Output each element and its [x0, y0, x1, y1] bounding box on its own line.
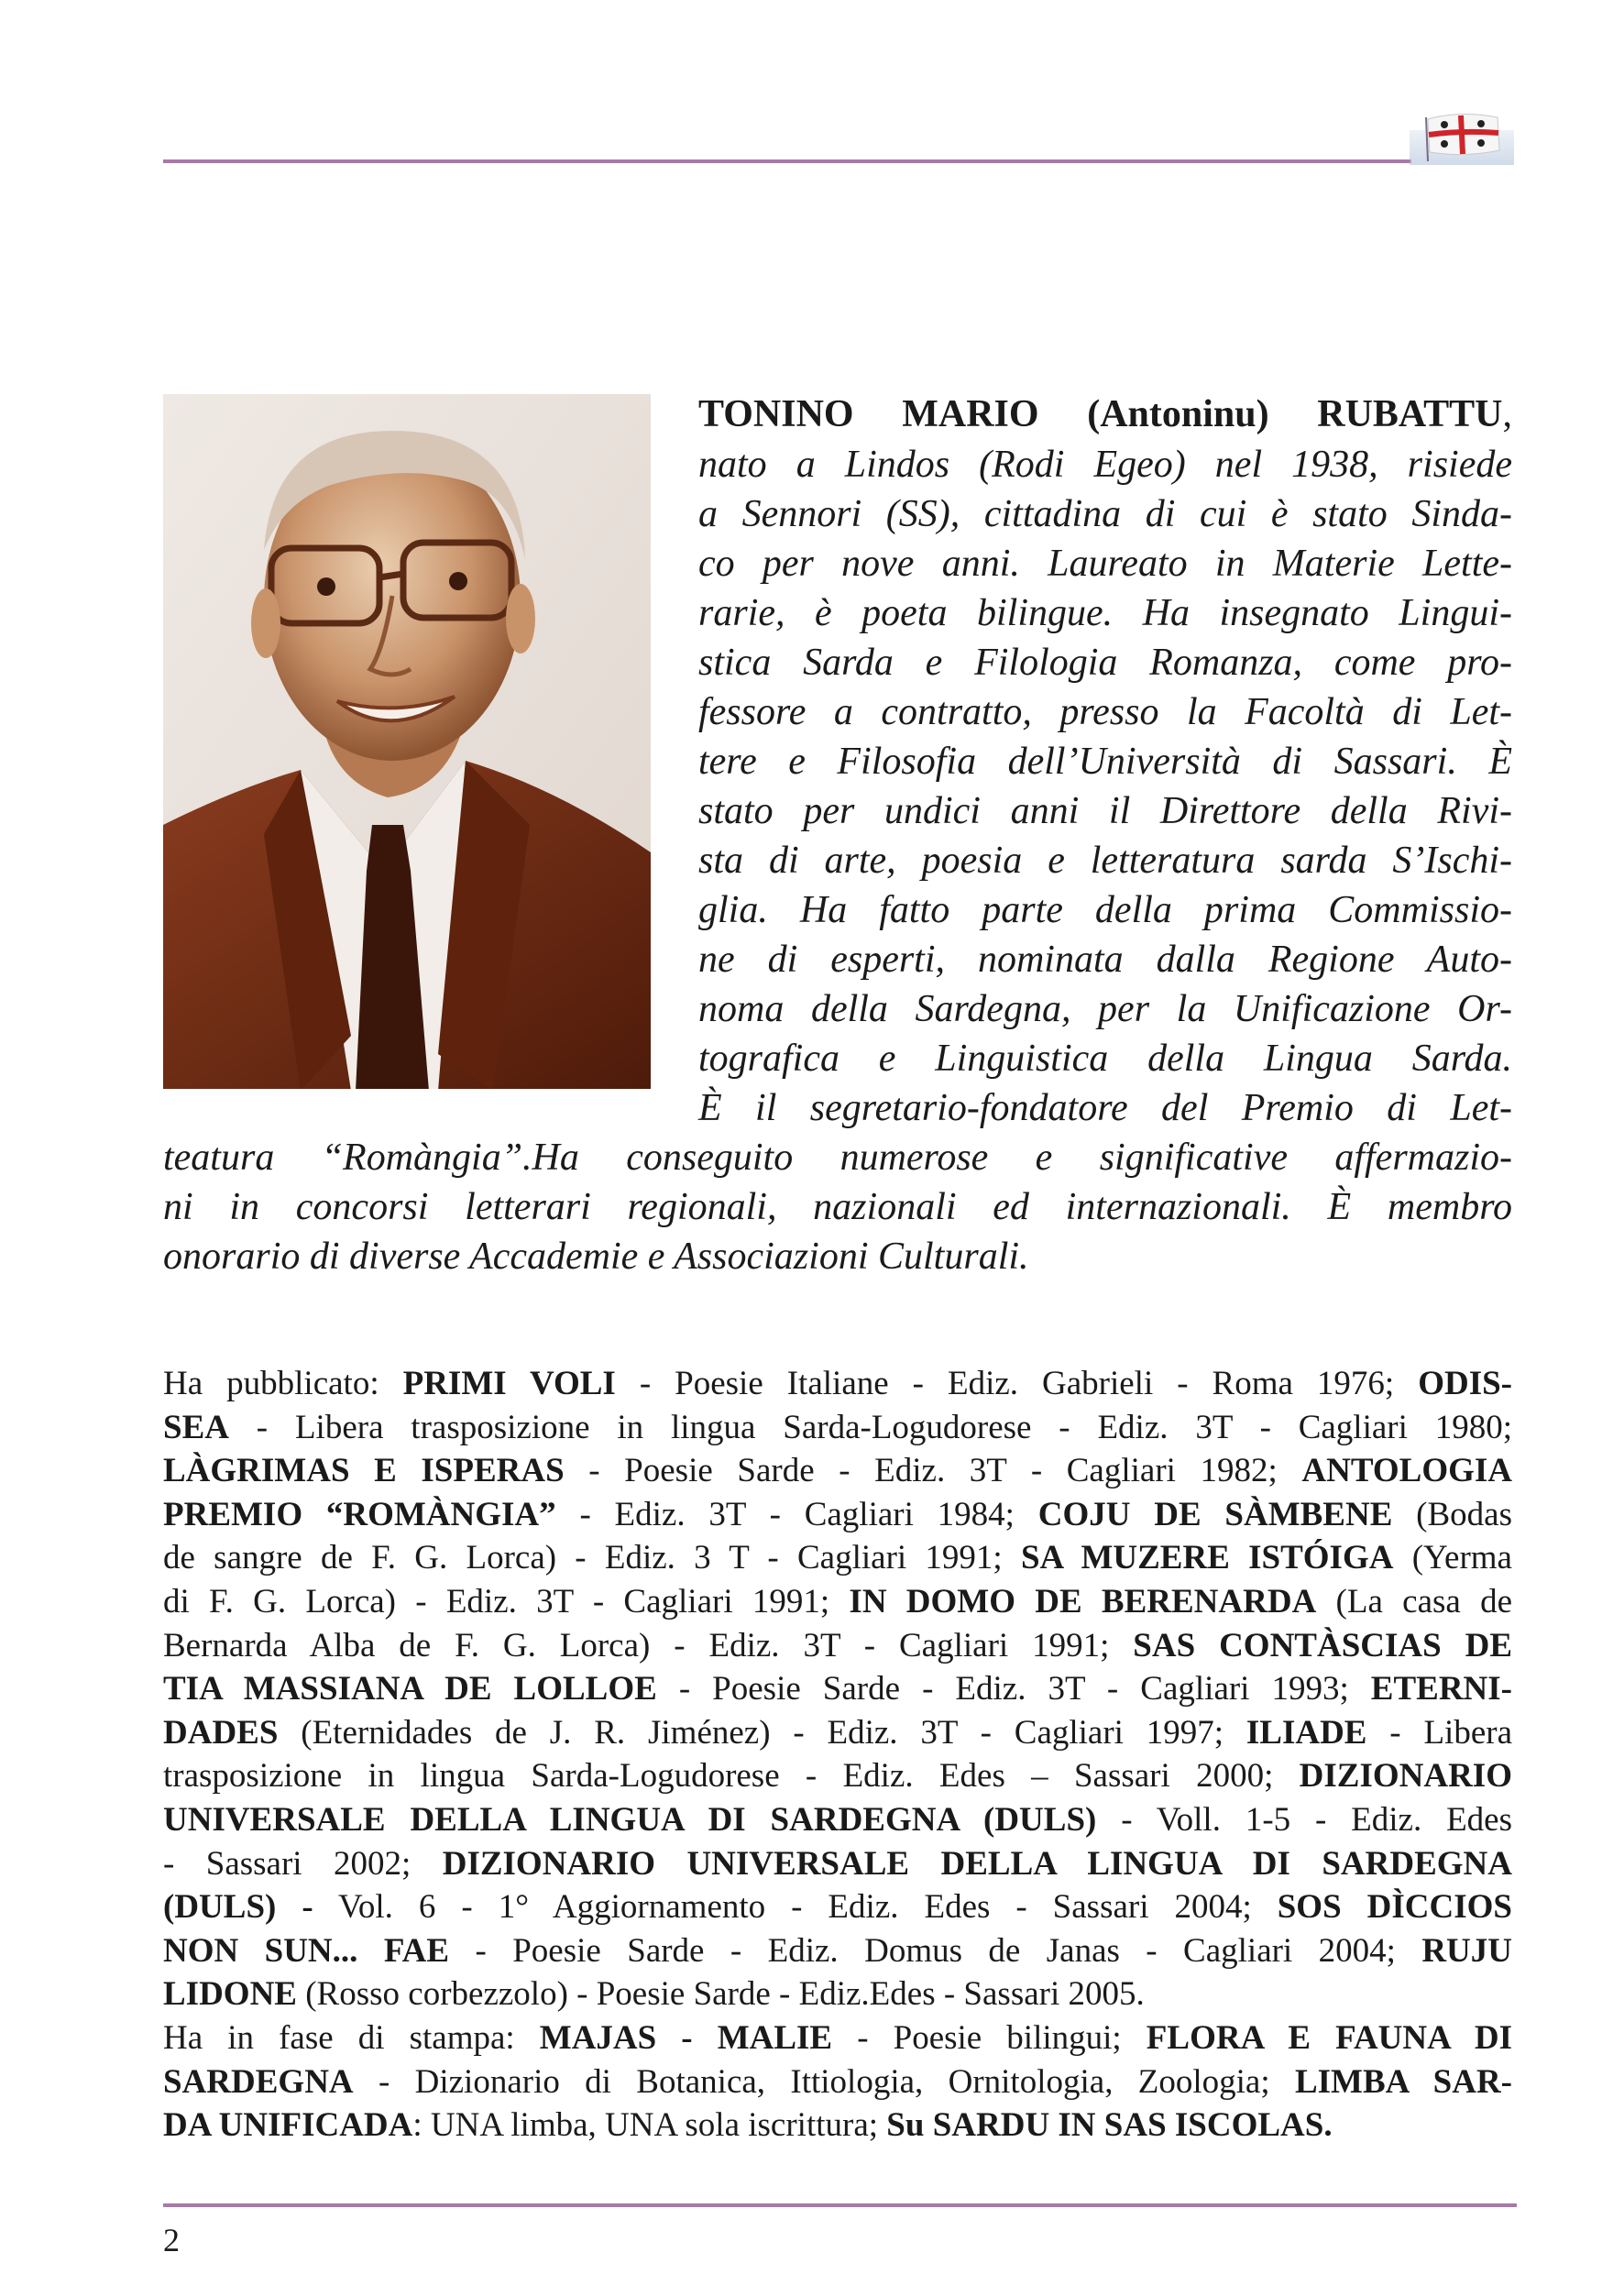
- publication-line: [163, 1580, 1512, 1624]
- bio-line: noma della Sardegna, per la Unificazione Or-: [698, 988, 1512, 1030]
- publication-title: SOS DÌCCIOS: [1277, 1888, 1512, 1927]
- publication-text: (Eternidades de J. R. Jiménez) - Ediz. 3T - Cagliari 1997;: [278, 1713, 1246, 1752]
- publication-title: COJU DE SÀMBENE: [1037, 1495, 1393, 1533]
- publication-line: [163, 1667, 1512, 1711]
- bio-line: glia. Ha fatto parte della prima Commissio-: [698, 889, 1512, 931]
- bio-heading: TONINO MARIO (Antoninu) RUBATTU,: [698, 393, 1512, 435]
- publication-title: SA MUZERE ISTÓIGA: [1020, 1539, 1394, 1577]
- publication-line: [163, 1449, 1512, 1493]
- bio-line: È il segretario-fondatore del Premio di Let-: [698, 1087, 1512, 1129]
- bio-line: stica Sarda e Filologia Romanza, come pro-: [698, 642, 1512, 684]
- sardinia-flag-icon: [1410, 108, 1514, 165]
- bio-line: teatura “Romàngia”.Ha conseguito numerose e significative affermazio-: [163, 1137, 1512, 1179]
- publication-title: LIDONE: [163, 1975, 297, 2014]
- publication-title: LIMBA SAR-: [1294, 2062, 1512, 2101]
- publication-text: de sangre de F. G. Lorca) - Ediz. 3 T - Cagliari 1991;: [163, 1539, 1021, 1577]
- publication-line: [163, 1842, 1512, 1886]
- publication-text: Bernarda Alba de F. G. Lorca) - Ediz. 3T - Cagliari 1991;: [163, 1626, 1134, 1664]
- publication-line: [163, 1624, 1512, 1668]
- publication-line: [163, 2060, 1512, 2104]
- publication-line: [163, 1536, 1512, 1580]
- publication-line: [163, 1362, 1512, 1406]
- publication-text: Vol. 6 - 1° Aggiornamento - Ediz. Edes - Sassari 2004;: [313, 1888, 1278, 1927]
- bio-line: co per nove anni. Laureato in Materie Lette-: [698, 543, 1512, 585]
- bio-line: ni in concorsi letterari regionali, nazionali ed internazionali. È membro: [163, 1186, 1512, 1228]
- publication-text: - Poesie bilingui;: [832, 2018, 1147, 2057]
- publication-title: PRIMI VOLI: [402, 1365, 616, 1402]
- publication-text: - Poesie Sarde - Ediz. 3T - Cagliari 1993;: [656, 1670, 1371, 1708]
- footer-rule: [163, 2203, 1517, 2207]
- publication-title: MAJAS - MALIE: [539, 2018, 833, 2057]
- publication-text: - Dizionario di Botanica, Ittiologia, Ornitologia, Zoologia;: [353, 2062, 1295, 2101]
- publication-line: [163, 2104, 1512, 2148]
- portrait-photo: [163, 394, 651, 1089]
- bio-line: stato per undici anni il Direttore della Rivi-: [698, 790, 1512, 832]
- publication-title: DIZIONARIO UNIVERSALE DELLA LINGUA DI SARDEGNA: [442, 1844, 1512, 1883]
- bio-line: ne di esperti, nominata dalla Regione Auto-: [698, 939, 1512, 981]
- publications-list: [163, 1362, 1512, 2148]
- publication-title: Su SARDU IN SAS ISCOLAS.: [886, 2106, 1333, 2145]
- publication-text: Ha pubblicato:: [163, 1365, 403, 1402]
- bio-line: onorario di diverse Accademie e Associazioni Culturali.: [163, 1236, 1029, 1278]
- publication-line: [163, 1929, 1512, 1973]
- bio-line: nato a Lindos (Rodi Egeo) nel 1938, risiede: [698, 444, 1512, 486]
- publication-text: - Voll. 1-5 - Ediz. Edes: [1096, 1800, 1512, 1839]
- publication-text: - Poesie Sarde - Ediz. 3T - Cagliari 1982;: [564, 1452, 1302, 1490]
- publication-text: - Sassari 2002;: [163, 1844, 443, 1883]
- publication-title: ODIS-: [1418, 1365, 1513, 1402]
- publication-title: (DULS) -: [163, 1888, 313, 1927]
- publication-line: [163, 1711, 1512, 1755]
- publication-title: ETERNI-: [1370, 1670, 1512, 1708]
- publication-title: SARDEGNA: [163, 2062, 354, 2101]
- bio-line: fessore a contratto, presso la Facoltà di Let-: [698, 691, 1512, 733]
- publication-title: TIA MASSIANA DE LOLLOE: [163, 1670, 657, 1708]
- publication-text: (Yerma: [1393, 1539, 1512, 1577]
- publication-line: [163, 1406, 1512, 1450]
- publication-text: (La casa de: [1316, 1582, 1513, 1620]
- publication-title: NON SUN... FAE: [163, 1931, 450, 1970]
- publication-text: Ha in fase di stampa:: [163, 2018, 540, 2057]
- publication-title: PREMIO “ROMÀNGIA”: [163, 1495, 556, 1533]
- bio-line: rarie, è poeta bilingue. Ha insegnato Lingui-: [698, 592, 1512, 634]
- publication-text: - Ediz. 3T - Cagliari 1984;: [555, 1495, 1038, 1533]
- publication-text: - Libera trasposizione in lingua Sarda-Logudorese - Ediz. 3T - Cagliari 1980;: [228, 1408, 1512, 1446]
- publication-line: [163, 1493, 1512, 1537]
- publication-title: DA UNIFICADA: [163, 2106, 413, 2145]
- bio-line: sta di arte, poesia e letteratura sarda S’Ischi-: [698, 840, 1512, 882]
- bio-line: a Sennori (SS), cittadina di cui è stato Sinda-: [698, 493, 1512, 535]
- publication-title: DIZIONARIO: [1299, 1757, 1512, 1796]
- publication-line: [163, 1972, 1512, 2016]
- bio-line: tere e Filosofia dell’Università di Sassari. È: [698, 741, 1512, 783]
- author-name: TONINO MARIO (Antoninu) RUBATTU: [698, 393, 1503, 435]
- publication-title: RUJU: [1421, 1931, 1512, 1970]
- publication-text: - Libera: [1366, 1713, 1512, 1752]
- publication-line: [163, 2016, 1512, 2060]
- publication-title: DADES: [163, 1713, 279, 1752]
- bio-line: tografica e Linguistica della Lingua Sarda.: [698, 1038, 1512, 1080]
- publication-title: IN DOMO DE BERENARDA: [849, 1582, 1317, 1620]
- publication-text: trasposizione in lingua Sarda-Logudorese - Ediz. Edes – Sassari 2000;: [163, 1757, 1300, 1796]
- publication-title: LÀGRIMAS E ISPERAS: [163, 1452, 565, 1490]
- publication-text: (Rosso corbezzolo) - Poesie Sarde - Ediz.Edes - Sassari 2005.: [296, 1975, 1145, 2014]
- publication-text: - Poesie Sarde - Ediz. Domus de Janas - Cagliari 2004;: [449, 1931, 1422, 1970]
- publication-title: SAS CONTÀSCIAS DE: [1133, 1626, 1512, 1664]
- publication-title: ANTOLOGIA: [1301, 1452, 1512, 1490]
- publication-line: [163, 1798, 1512, 1842]
- publication-text: (Bodas: [1392, 1495, 1512, 1533]
- publication-text: - Poesie Italiane - Ediz. Gabrieli - Roma 1976;: [615, 1365, 1419, 1402]
- publication-line: [163, 1885, 1512, 1929]
- publication-text: di F. G. Lorca) - Ediz. 3T - Cagliari 1991;: [163, 1582, 850, 1620]
- publication-title: SEA: [163, 1408, 229, 1446]
- publication-text: : UNA limba, UNA sola iscrittura;: [412, 2106, 887, 2145]
- publication-title: FLORA E FAUNA DI: [1146, 2018, 1513, 2057]
- page-number: 2: [163, 2222, 180, 2258]
- header-rule: [163, 159, 1411, 163]
- publication-title: UNIVERSALE DELLA LINGUA DI SARDEGNA (DULS): [163, 1800, 1097, 1839]
- publication-line: [163, 1754, 1512, 1798]
- publication-title: ILIADE: [1245, 1713, 1367, 1752]
